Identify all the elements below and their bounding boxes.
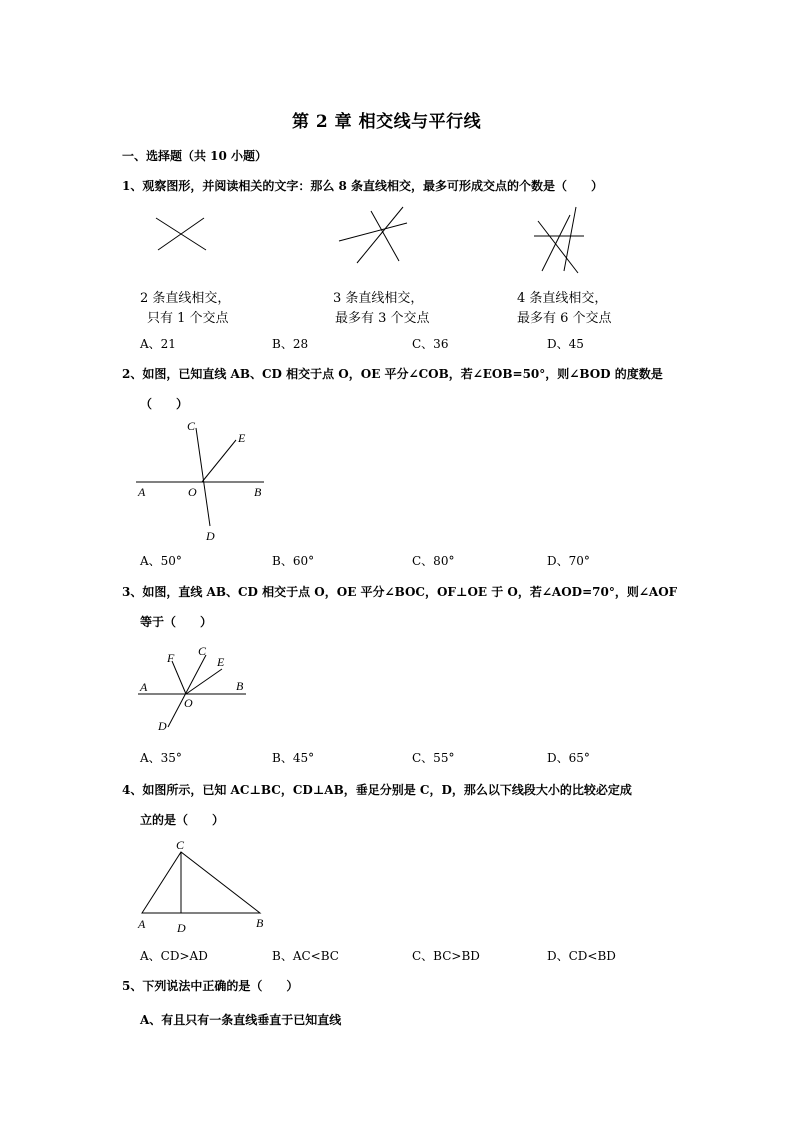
q3-label-d: D <box>158 719 167 733</box>
q1-caption-1-line1: 2 条直线相交， <box>140 291 231 306</box>
q2-option-a[interactable]: A、50° <box>140 554 182 568</box>
q3-option-a[interactable]: A、35° <box>140 751 182 765</box>
q3-option-c[interactable]: C、55° <box>412 751 455 765</box>
q4-option-b[interactable]: B、AC<BC <box>272 949 339 963</box>
q2-label-o: O <box>188 485 197 499</box>
q2-label-e: E <box>238 431 246 445</box>
q4-option-c[interactable]: C、BC>BD <box>412 949 480 963</box>
q3-option-d[interactable]: D、65° <box>547 751 590 765</box>
section-heading: 一、选择题（共 10 小题） <box>122 149 268 163</box>
q4-label-d: D <box>177 921 186 935</box>
q1-option-d[interactable]: D、45 <box>547 337 584 351</box>
q3-figure <box>132 641 256 737</box>
q1-caption-3-line2: 最多有 6 个交点 <box>517 311 612 326</box>
q1-option-b[interactable]: B、28 <box>272 337 309 351</box>
q2-label-a: A <box>138 485 146 499</box>
page-title: 第 2 章 相交线与平行线 <box>292 112 482 132</box>
q1-caption-3-line1: 4 条直线相交， <box>517 291 608 306</box>
question-3-stem: 3、如图，直线 AB、CD 相交于点 O，OE 平分∠BOC，OF⊥OE 于 O，若∠AOD=70°，则∠AOF <box>122 585 678 599</box>
q1-caption-2-line1: 3 条直线相交， <box>333 291 424 306</box>
question-4-stem-cont: 立的是（ ） <box>140 813 225 827</box>
question-4-stem: 4、如图所示，已知 AC⊥BC，CD⊥AB，垂足分别是 C，D，那么以下线段大小的比较必定成 <box>122 783 632 797</box>
q2-label-d: D <box>206 529 215 543</box>
question-2-stem-cont: （ ） <box>140 397 189 411</box>
q3-label-a: A <box>140 680 148 694</box>
q3-label-e: E <box>217 655 225 669</box>
q1-option-a[interactable]: A、21 <box>140 337 176 351</box>
q3-option-b[interactable]: B、45° <box>272 751 315 765</box>
q4-option-a[interactable]: A、CD>AD <box>140 949 208 963</box>
q3-label-c: C <box>198 644 207 658</box>
q4-label-b: B <box>256 916 264 930</box>
q3-label-o: O <box>184 696 193 710</box>
q2-figure <box>132 416 272 548</box>
q4-option-d[interactable]: D、CD<BD <box>547 949 616 963</box>
q1-figure-three-lines <box>335 203 410 265</box>
question-1-stem: 1、观察图形，并阅读相关的文字：那么 8 条直线相交，最多可形成交点的个数是（ ） <box>122 179 604 193</box>
q2-label-b: B <box>254 485 262 499</box>
q2-option-b[interactable]: B、60° <box>272 554 315 568</box>
q2-label-c: C <box>187 419 196 433</box>
question-3-stem-cont: 等于（ ） <box>140 615 213 629</box>
question-2-stem: 2、如图，已知直线 AB、CD 相交于点 O，OE 平分∠COB，若∠EOB=50°，则∠BOD 的度数是 <box>122 367 663 381</box>
q1-option-c[interactable]: C、36 <box>412 337 449 351</box>
question-5-stem: 5、下列说法中正确的是（ ） <box>122 979 299 993</box>
q1-figure-four-lines <box>528 203 588 275</box>
q3-label-f: F <box>167 651 175 665</box>
q1-figure-two-lines <box>150 212 212 254</box>
q3-label-b: B <box>236 679 244 693</box>
q1-caption-2-line2: 最多有 3 个交点 <box>335 311 430 326</box>
q2-option-d[interactable]: D、70° <box>547 554 590 568</box>
q4-label-c: C <box>176 838 185 852</box>
q1-caption-1-line2: 只有 1 个交点 <box>147 311 229 326</box>
q5-option-a[interactable]: A、有且只有一条直线垂直于已知直线 <box>140 1013 342 1027</box>
q4-figure <box>132 836 270 936</box>
q2-option-c[interactable]: C、80° <box>412 554 455 568</box>
q4-label-a: A <box>138 917 146 931</box>
